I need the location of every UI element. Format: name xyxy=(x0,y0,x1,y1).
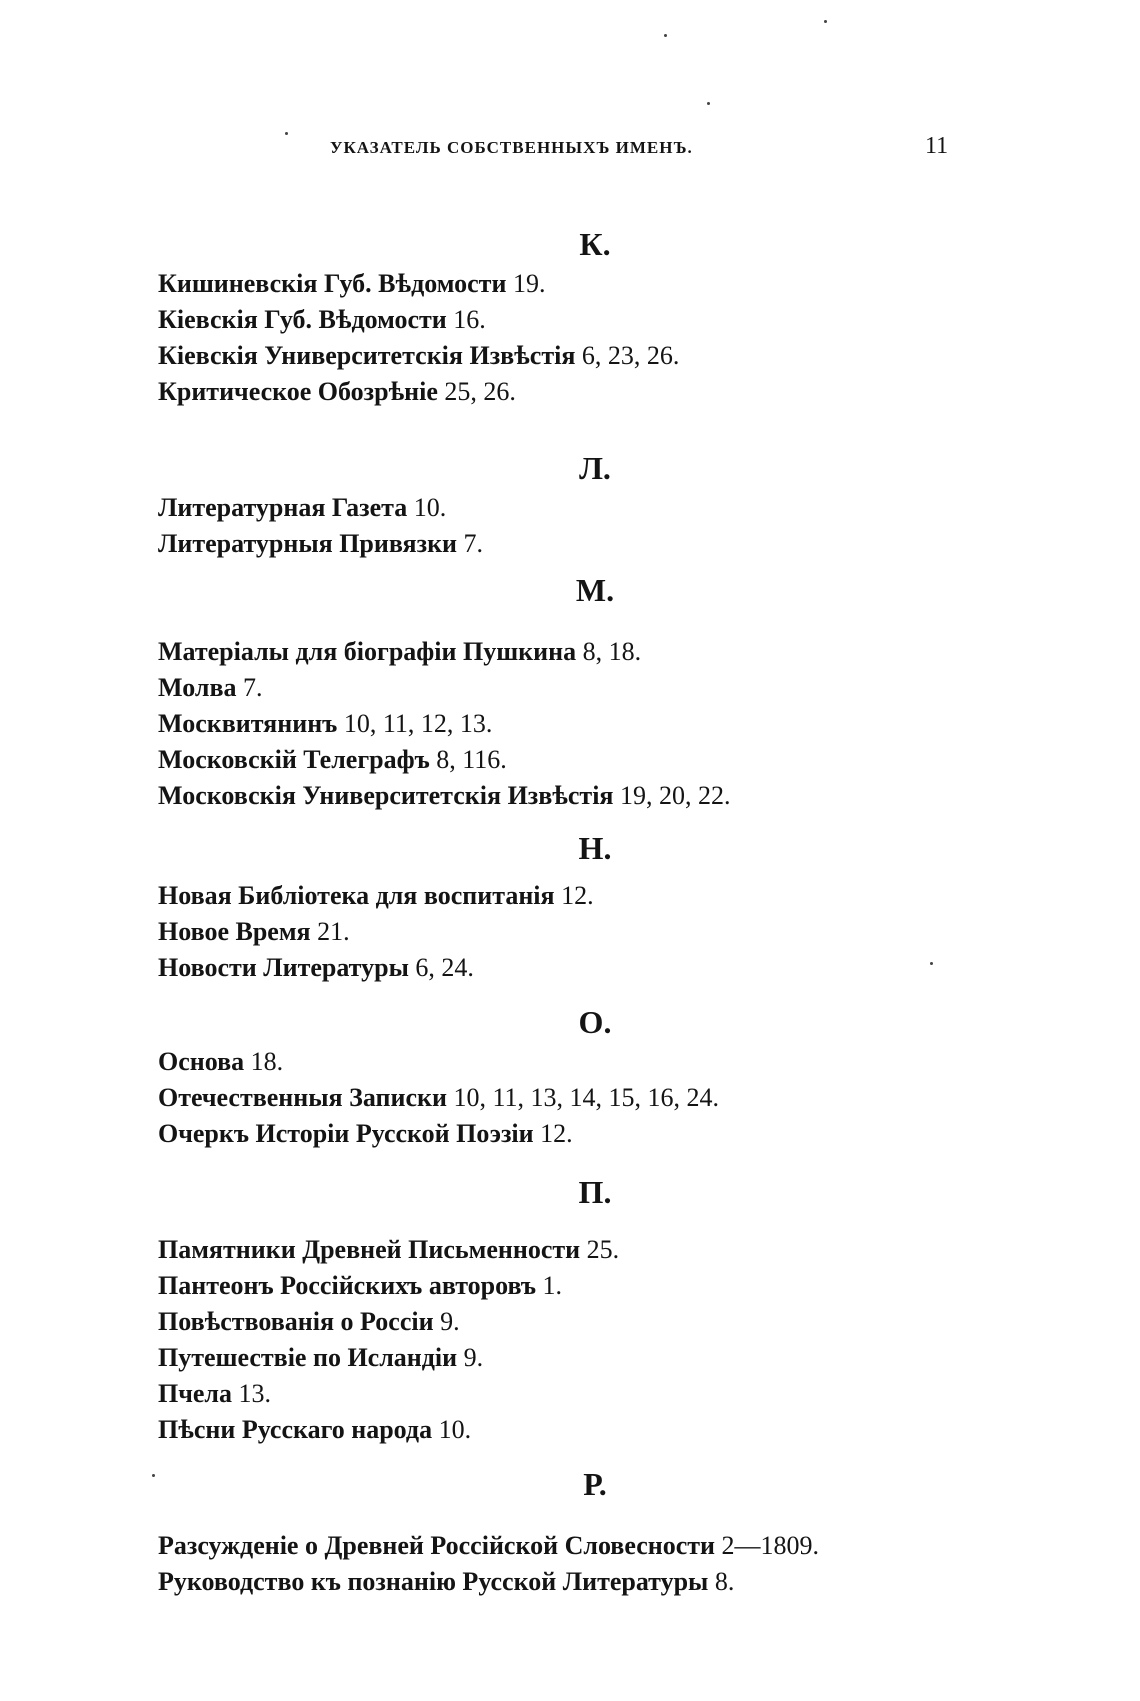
scan-speck xyxy=(824,20,827,23)
entry-pages: 1. xyxy=(542,1271,563,1300)
entry-title: Пѣсни Русскаго народа xyxy=(158,1415,433,1444)
entry-pages: 18. xyxy=(250,1047,284,1076)
entry-title: Новая Библіотека для воспитанія xyxy=(158,881,555,910)
index-entry xyxy=(158,778,1140,814)
entry-pages: 9. xyxy=(440,1307,460,1336)
entry-list xyxy=(0,490,1140,562)
entry-pages: 13. xyxy=(238,1379,272,1408)
entry-title: Московскія Университетскія Извѣстія xyxy=(158,781,614,810)
index-entry xyxy=(158,1528,1140,1564)
entry-pages: 25, 26. xyxy=(444,377,516,406)
scan-speck xyxy=(285,132,288,135)
page-header xyxy=(0,133,1140,168)
entry-title: Москвитянинъ xyxy=(158,709,338,738)
entry-title: Путешествіе по Исландіи xyxy=(158,1343,458,1372)
section-letter: О. xyxy=(578,1004,612,1040)
section-letter: Н. xyxy=(578,830,612,866)
entry-list xyxy=(0,266,1140,410)
entry-title: Критическое Обозрѣніе xyxy=(158,377,438,406)
entry-title: Очеркъ Исторіи Русской Поэзіи xyxy=(158,1119,534,1148)
index-entry xyxy=(158,338,1140,374)
entry-pages: 10. xyxy=(438,1415,472,1444)
section-letter: Л. xyxy=(579,450,611,486)
entry-title: Новости Литературы xyxy=(158,953,409,982)
entry-pages: 9. xyxy=(463,1343,484,1372)
scan-speck xyxy=(152,1474,155,1477)
entry-pages: 21. xyxy=(317,917,350,946)
index-entry xyxy=(158,1116,1140,1152)
entry-pages: 8, 18. xyxy=(582,637,642,666)
entry-title: Отечественныя Записки xyxy=(158,1083,447,1112)
index-entry xyxy=(158,1232,1140,1268)
entry-pages: 8, 116. xyxy=(436,745,507,774)
index-entry xyxy=(158,1412,1140,1448)
index-entry xyxy=(158,1376,1140,1412)
index-entry xyxy=(158,526,1140,562)
index-entry xyxy=(158,374,1140,410)
index-entry xyxy=(158,878,1140,914)
index-section-k xyxy=(0,222,1140,410)
entry-title: Повѣствованія о Россіи xyxy=(158,1307,434,1336)
index-section-o xyxy=(0,1000,1140,1152)
scan-speck xyxy=(930,962,933,965)
index-entry xyxy=(158,1340,1140,1376)
entry-title: Кіевскія Университетскія Извѣстія xyxy=(158,341,576,370)
index-section-p xyxy=(0,1170,1140,1448)
index-entry xyxy=(158,742,1140,778)
entry-pages: 6, 23, 26. xyxy=(581,341,680,370)
index-section-l xyxy=(0,446,1140,562)
index-entry xyxy=(158,266,1140,302)
entry-title: Литературная Газета xyxy=(158,493,408,522)
entry-list xyxy=(0,1232,1140,1448)
index-entry xyxy=(158,1044,1140,1080)
index-entry xyxy=(158,950,1140,986)
section-letter: П. xyxy=(578,1174,612,1210)
entry-pages: 12. xyxy=(540,1119,573,1148)
entry-title: Новое Время xyxy=(158,917,311,946)
index-section-n xyxy=(0,826,1140,986)
scan-speck xyxy=(707,102,710,105)
index-entry xyxy=(158,634,1140,670)
entry-pages: 19. xyxy=(512,269,546,298)
entry-title: Основа xyxy=(158,1047,245,1076)
entry-title: Пчела xyxy=(158,1379,233,1408)
index-entry xyxy=(158,1080,1140,1116)
index-entry xyxy=(158,1268,1140,1304)
entry-pages: 6, 24. xyxy=(415,953,474,982)
entry-pages: 25. xyxy=(586,1235,620,1264)
entry-title: Литературныя Привязки xyxy=(158,529,458,558)
entry-title: Матеріалы для біографіи Пушкина xyxy=(158,637,577,666)
entry-pages: 10, 11, 12, 13. xyxy=(343,709,493,738)
index-entry xyxy=(158,914,1140,950)
scan-speck xyxy=(664,34,667,37)
section-letter: Р. xyxy=(583,1466,607,1502)
entry-pages: 19, 20, 22. xyxy=(620,781,731,810)
section-letter: М. xyxy=(575,572,615,608)
index-entry xyxy=(158,1564,1140,1600)
entry-pages: 2—1809. xyxy=(721,1531,820,1560)
entry-pages: 7. xyxy=(242,673,263,702)
entry-pages: 10. xyxy=(413,493,447,522)
entry-title: Московскій Телеграфъ xyxy=(158,745,430,774)
entry-pages: 16. xyxy=(453,305,486,334)
index-section-m xyxy=(0,568,1140,814)
index-section-r xyxy=(0,1462,1140,1600)
entry-pages: 8. xyxy=(714,1567,735,1596)
index-entry xyxy=(158,302,1140,338)
index-entry xyxy=(158,670,1140,706)
index-entry xyxy=(158,1304,1140,1340)
entry-title: Молва xyxy=(158,673,237,702)
entry-title: Руководство къ познанію Русской Литературы xyxy=(158,1567,709,1596)
entry-title: Пантеонъ Россійскихъ авторовъ xyxy=(158,1271,537,1300)
running-title: УКАЗАТЕЛЬ СОБСТВЕННЫХЪ ИМЕНЪ. xyxy=(330,138,693,157)
entry-pages: 7. xyxy=(463,529,484,558)
index-entry xyxy=(158,490,1140,526)
entry-title: Кіевскія Губ. Вѣдомости xyxy=(158,305,447,334)
page-number: 11 xyxy=(925,133,949,159)
entry-list xyxy=(0,878,1140,986)
entry-pages: 12. xyxy=(561,881,594,910)
section-letter: К. xyxy=(579,226,611,262)
entry-title: Разсужденіе о Древней Россійской Словесности xyxy=(158,1531,716,1560)
entry-list xyxy=(0,1044,1140,1152)
entry-title: Кишиневскія Губ. Вѣдомости xyxy=(158,269,507,298)
entry-title: Памятники Древней Письменности xyxy=(158,1235,581,1264)
entry-list xyxy=(0,634,1140,814)
entry-list xyxy=(0,1528,1140,1600)
entry-pages: 10, 11, 13, 14, 15, 16, 24. xyxy=(453,1083,720,1112)
index-entry xyxy=(158,706,1140,742)
